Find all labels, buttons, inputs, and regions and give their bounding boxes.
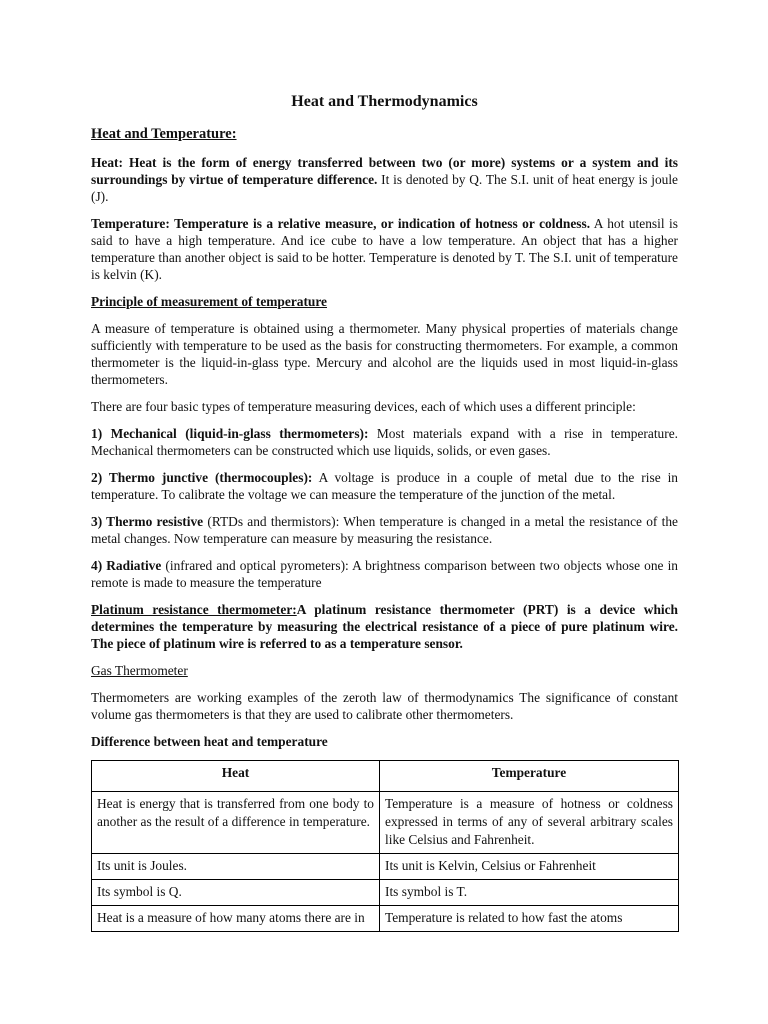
list-item-label: 4) Radiative bbox=[91, 558, 162, 573]
difference-table bbox=[91, 760, 679, 932]
table-cell: Heat is a measure of how many atoms there are in bbox=[92, 906, 380, 932]
temperature-definition-rest: A hot utensil is said to have a high temperature. And ice cube to have a low temperature. An object that has a higher temperature than another object is said to be hotter. Temperature is denoted by T. The S.I. unit of temperature is kelvin (K). bbox=[91, 216, 678, 282]
heat-definition-rest: It is denoted by Q. The S.I. unit of heat energy is joule (J). bbox=[91, 172, 678, 204]
list-item-thermo-resistive bbox=[91, 513, 678, 547]
paragraph-gas-thermometer: Thermometers are working examples of the zeroth law of thermodynamics The significance of constant volume gas thermometers is that they are used to calibrate other thermometers. bbox=[91, 690, 678, 722]
list-item-radiative bbox=[91, 557, 678, 591]
table-row bbox=[92, 906, 679, 932]
list-item-label: 2) Thermo junctive (thermocouples): bbox=[91, 470, 313, 485]
document-content bbox=[91, 92, 678, 932]
heading-difference: Difference between heat and temperature bbox=[91, 734, 328, 749]
table-cell: Heat is energy that is transferred from one body to another as the result of a difference in temperature. bbox=[92, 792, 380, 854]
table-row bbox=[92, 792, 679, 854]
heading-gas-thermometer: Gas Thermometer bbox=[91, 663, 188, 678]
heading-principle-of-measurement: Principle of measurement of temperature bbox=[91, 294, 328, 309]
list-item-label: 3) Thermo resistive bbox=[91, 514, 204, 529]
table-cell: Its symbol is Q. bbox=[92, 880, 380, 906]
paragraph-temperature-definition bbox=[91, 215, 678, 283]
heading-heat-and-temperature: Heat and Temperature: bbox=[91, 126, 237, 142]
heat-definition-bold: Heat: Heat is the form of energy transferred between two (or more) systems or a system and its surroundings by virtue of temperature difference. bbox=[91, 155, 678, 187]
list-item-mechanical bbox=[91, 425, 678, 459]
list-item-text: (RTDs and thermistors): When temperature is changed in a metal the resistance of the metal changes. Now temperature can measure by measuring the resistance. bbox=[91, 514, 678, 546]
paragraph-thermometer-intro: A measure of temperature is obtained using a thermometer. Many physical properties of materials change sufficiently with temperature to be used as the basis for constructing thermometers. For example, a common thermometer is the liquid-in-glass type. Mercury and alcohol are the liquids used in most liquid-in-glass thermometers. bbox=[91, 321, 678, 387]
prt-label: Platinum resistance thermometer: bbox=[91, 602, 297, 617]
table-cell: Its unit is Kelvin, Celsius or Fahrenheit bbox=[380, 854, 679, 880]
list-item-thermo-junctive bbox=[91, 469, 678, 503]
document-title: Heat and Thermodynamics bbox=[291, 93, 478, 110]
table-row bbox=[92, 854, 679, 880]
table-cell: Temperature is related to how fast the atoms bbox=[380, 906, 679, 932]
column-header-temperature: Temperature bbox=[380, 761, 679, 792]
table-cell: Temperature is a measure of hotness or coldness expressed in terms of any of several arbitrary scales like Celsius and Fahrenheit. bbox=[380, 792, 679, 854]
table-cell: Its unit is Joules. bbox=[92, 854, 380, 880]
paragraph-platinum-resistance bbox=[91, 601, 678, 652]
prt-text: A platinum resistance thermometer (PRT) is a device which determines the temperature by measuring the electrical resistance of a piece of pure platinum wire. The piece of platinum wire is referred to as a temperature sensor. bbox=[91, 602, 678, 651]
table-row bbox=[92, 880, 679, 906]
paragraph-heat-definition bbox=[91, 154, 678, 205]
list-item-label: 1) Mechanical (liquid-in-glass thermometers): bbox=[91, 426, 369, 441]
temperature-definition-bold: Temperature: Temperature is a relative measure, or indication of hotness or coldness. bbox=[91, 216, 591, 231]
table-header-row bbox=[92, 761, 679, 792]
list-item-text: A voltage is produce in a couple of metal due to the rise in temperature. To calibrate the voltage we can measure the temperature of the junction of the metal. bbox=[91, 470, 678, 502]
table-cell: Its symbol is T. bbox=[380, 880, 679, 906]
list-item-text: (infrared and optical pyrometers): A brightness comparison between two objects whose one in remote is made to measure the temperature bbox=[91, 558, 678, 590]
list-item-text: Most materials expand with a rise in temperature. Mechanical thermometers can be constructed which use liquids, solids, or even gases. bbox=[91, 426, 678, 458]
paragraph-four-types: There are four basic types of temperature measuring devices, each of which uses a different principle: bbox=[91, 399, 636, 414]
column-header-heat: Heat bbox=[92, 761, 380, 792]
